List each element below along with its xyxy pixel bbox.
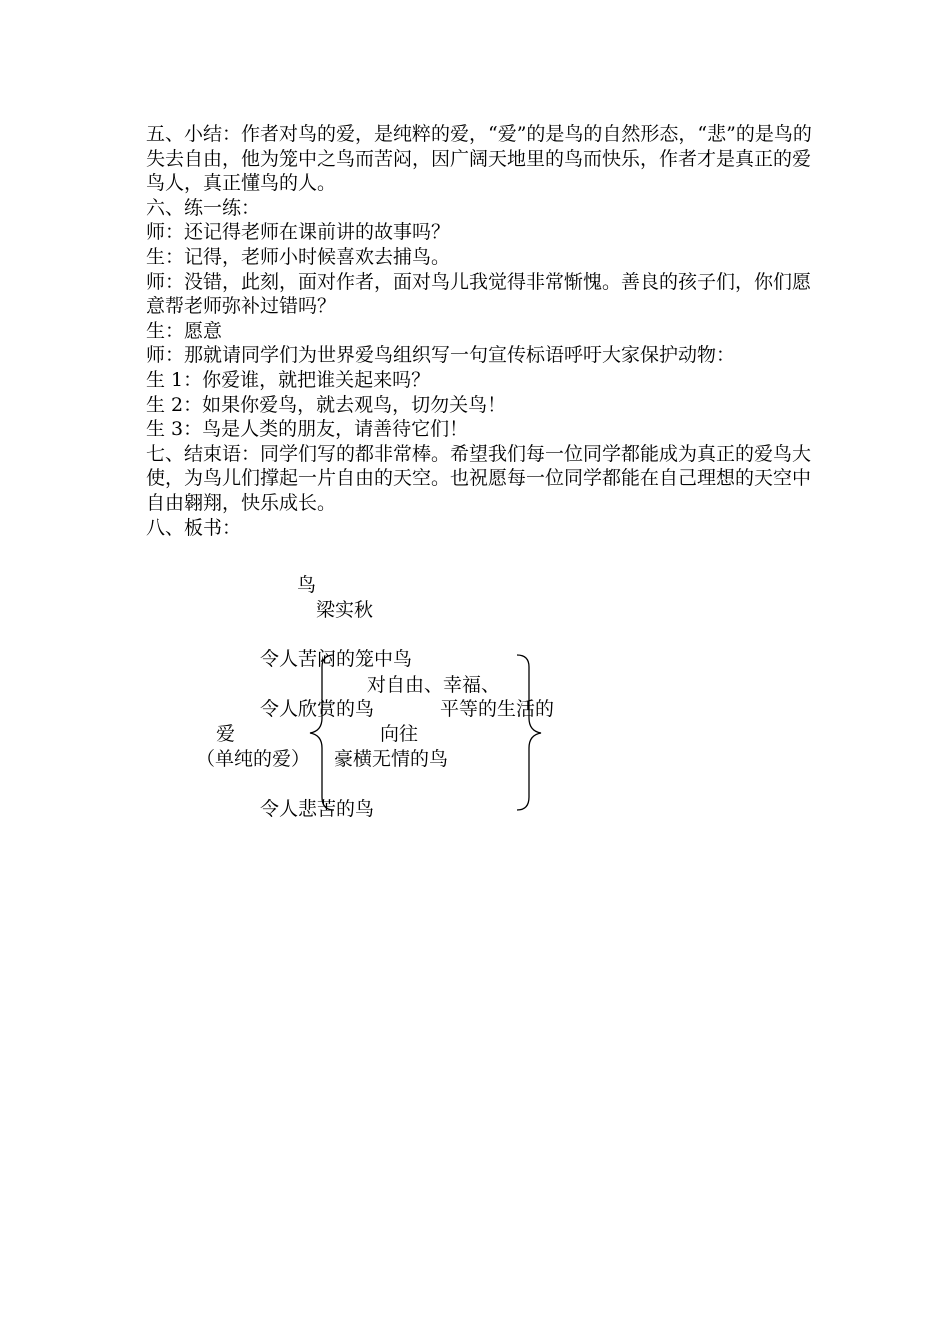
blackboard-item-tyrant-bird: 豪横无情的鸟	[334, 748, 449, 770]
blackboard-longing-text: 向往	[380, 723, 419, 745]
blackboard-author: 梁实秋	[316, 599, 374, 621]
paragraph-teacher-1: 师：还记得老师在课前讲的故事吗？	[146, 221, 451, 244]
paragraph-student-answer-3: 生 3：鸟是人类的朋友，请善待它们！	[146, 418, 469, 441]
paragraph-practice-heading: 六、练一练：	[146, 196, 261, 219]
blackboard-equal-life-text: 平等的生活的	[440, 698, 555, 720]
paragraph-student-2: 生：愿意	[146, 319, 223, 342]
paragraph-student-answer-2: 生 2：如果你爱鸟，就去观鸟，切勿关鸟！	[146, 393, 507, 416]
blackboard-item-cage-bird: 令人苦闷的笼中鸟	[260, 648, 413, 670]
blackboard-title: 鸟	[297, 574, 317, 596]
paragraph-teacher-2: 师：没错，此刻，面对作者，面对鸟儿我觉得非常惭愧。善良的孩子们，你们愿意帮老师弥补过错吗？	[146, 270, 812, 318]
blackboard-pure-love: （单纯的爱）	[196, 748, 311, 770]
paragraph-blackboard-heading: 八、板书：	[146, 516, 242, 539]
blackboard-love: 爱	[216, 723, 236, 745]
right-brace	[517, 655, 541, 810]
left-brace	[310, 655, 334, 810]
blackboard-item-sad-bird: 令人悲苦的鸟	[260, 798, 375, 820]
paragraph-student-1: 生：记得，老师小时候喜欢去捕鸟。	[146, 245, 451, 268]
paragraph-teacher-3: 师：那就请同学们为世界爱鸟组织写一句宣传标语呼吁大家保护动物：	[146, 344, 736, 367]
paragraph-student-answer-1: 生 1：你爱谁，就把谁关起来吗？	[146, 368, 431, 391]
blackboard-item-admire-bird: 令人欣赏的鸟	[260, 698, 375, 720]
blackboard-freedom-text: 对自由、幸福、	[367, 674, 501, 696]
paragraph-summary: 五、小结：作者对鸟的爱，是纯粹的爱，“爱”的是鸟的自然形态，“悲”的是鸟的失去自由，他为笼中之鸟而苦闷，因广阔天地里的鸟而快乐，作者才是真正的爱鸟人，真正懂鸟的人。	[146, 123, 812, 195]
paragraph-closing: 七、结束语：同学们写的都非常棒。希望我们每一位同学都能成为真正的爱鸟大使，为鸟儿们撑起一片自由的天空。也祝愿每一位同学都能在自己理想的天空中自由翱翔，快乐成长。	[146, 442, 812, 514]
